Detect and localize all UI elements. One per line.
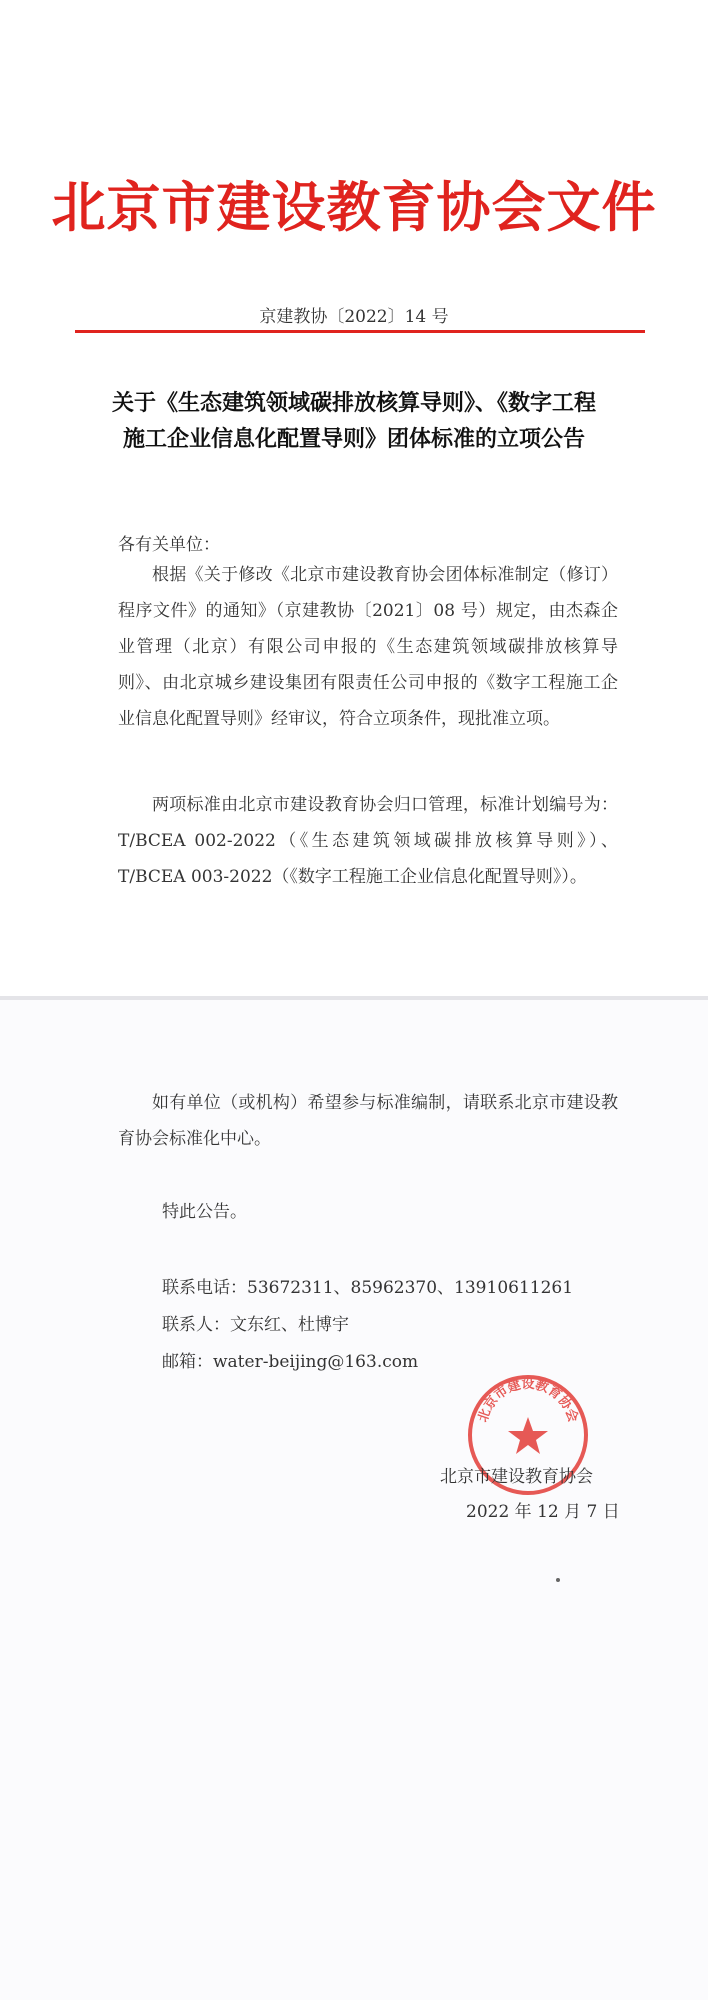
- body-paragraph-2: 两项标准由北京市建设教育协会归口管理，标准计划编号为：T/BCEA 002-2022（《生态建筑领域碳排放核算导则》）、T/BCEA 003-2022（《数字工程施工企业信息化配置导则》）。: [118, 795, 618, 887]
- salutation: 各有关单位：: [118, 535, 220, 555]
- seal-text: 北京市建设教育协会: [475, 1377, 581, 1425]
- red-divider: [75, 330, 645, 333]
- body-paragraph-1: 根据《关于修改《北京市建设教育协会团体标准制定（修订）程序文件》的通知》（京建教协〔2021〕08 号）规定，由杰森企业管理（北京）有限公司申报的《生态建筑领域碳排放核算导则》、由北京城乡建设集团有限责任公司申报的《数字工程施工企业信息化配置导则》经审议，符合立项条件，现批准立项。: [118, 565, 618, 729]
- document-number: 京建教协〔2022〕14 号: [259, 307, 449, 327]
- scan-speck: [556, 1578, 560, 1582]
- document-page-1: [0, 0, 708, 996]
- notice-title-line-2: 施工企业信息化配置导则》团体标准的立项公告: [122, 426, 585, 452]
- contact-phone: 联系电话：53672311、85962370、13910611261: [162, 1278, 574, 1298]
- notice-title-line-1: 关于《生态建筑领域碳排放核算导则》、《数字工程: [111, 390, 596, 416]
- signature-date: 2022 年 12 月 7 日: [466, 1502, 620, 1522]
- notice-title: [60, 385, 648, 457]
- contact-email: 邮箱：water-beijing@163.com: [162, 1352, 419, 1372]
- org-header-title: 北京市建设教育协会文件: [51, 176, 657, 239]
- closing-line: 特此公告。: [162, 1202, 247, 1222]
- signature-org: 北京市建设教育协会: [440, 1467, 593, 1487]
- contact-person: 联系人：文东红、杜博宇: [162, 1315, 349, 1335]
- body-paragraph-3: 如有单位（或机构）希望参与标准编制，请联系北京市建设教育协会标准化中心。: [118, 1093, 618, 1149]
- svg-text:北京市建设教育协会: [476, 1376, 582, 1424]
